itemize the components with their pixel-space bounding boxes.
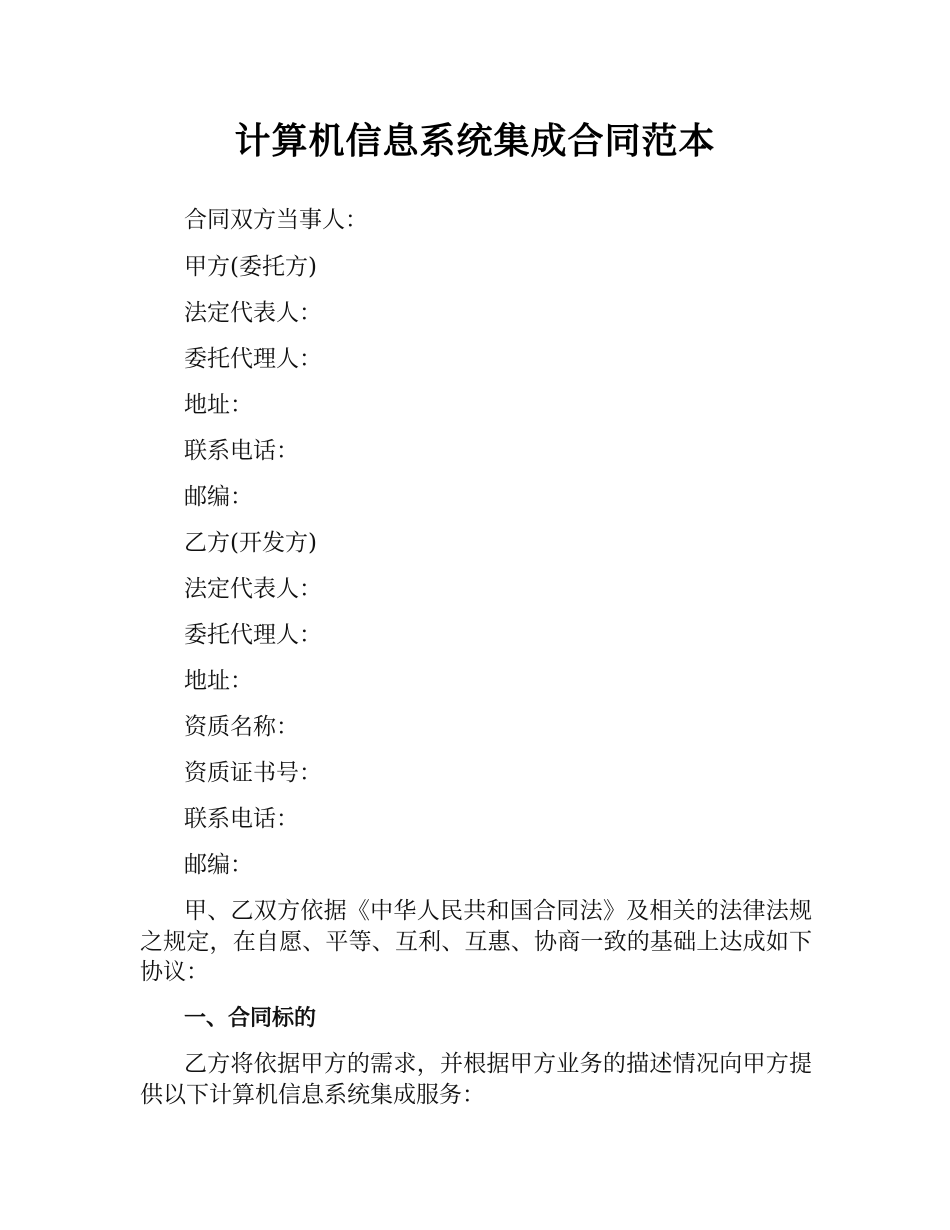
party-a-postcode: 邮编： [184,484,253,510]
section-1-heading: 一、合同标的 [184,1006,317,1031]
party-b-postcode: 邮编： [184,852,253,878]
document-title: 计算机信息系统集成合同范本 [234,121,716,162]
party-b-phone: 联系电话： [184,806,299,832]
party-b-legal-rep: 法定代表人： [184,576,322,602]
party-a-agent: 委托代理人： [184,346,322,372]
party-a-legal-rep: 法定代表人： [184,300,322,326]
parties-heading: 合同双方当事人： [184,207,368,233]
party-a-phone: 联系电话： [184,438,299,464]
party-a-address: 地址： [184,392,253,418]
section-1-body: 乙方将依据甲方的需求，并根据甲方业务的描述情况向甲方提供以下计算机信息系统集成服务： [140,1051,812,1108]
party-b-agent: 委托代理人： [184,622,322,648]
party-b-address: 地址： [184,668,253,694]
party-a-label: 甲方(委托方) [184,254,317,280]
party-b-label: 乙方(开发方) [184,530,317,556]
party-b-qualification-cert: 资质证书号： [184,760,322,786]
party-b-qualification-name: 资质名称： [184,714,299,740]
preamble-paragraph: 甲、乙双方依据《中华人民共和国合同法》及相关的法律法规之规定，在自愿、平等、互利、互惠、协商一致的基础上达成如下协议： [140,898,812,985]
